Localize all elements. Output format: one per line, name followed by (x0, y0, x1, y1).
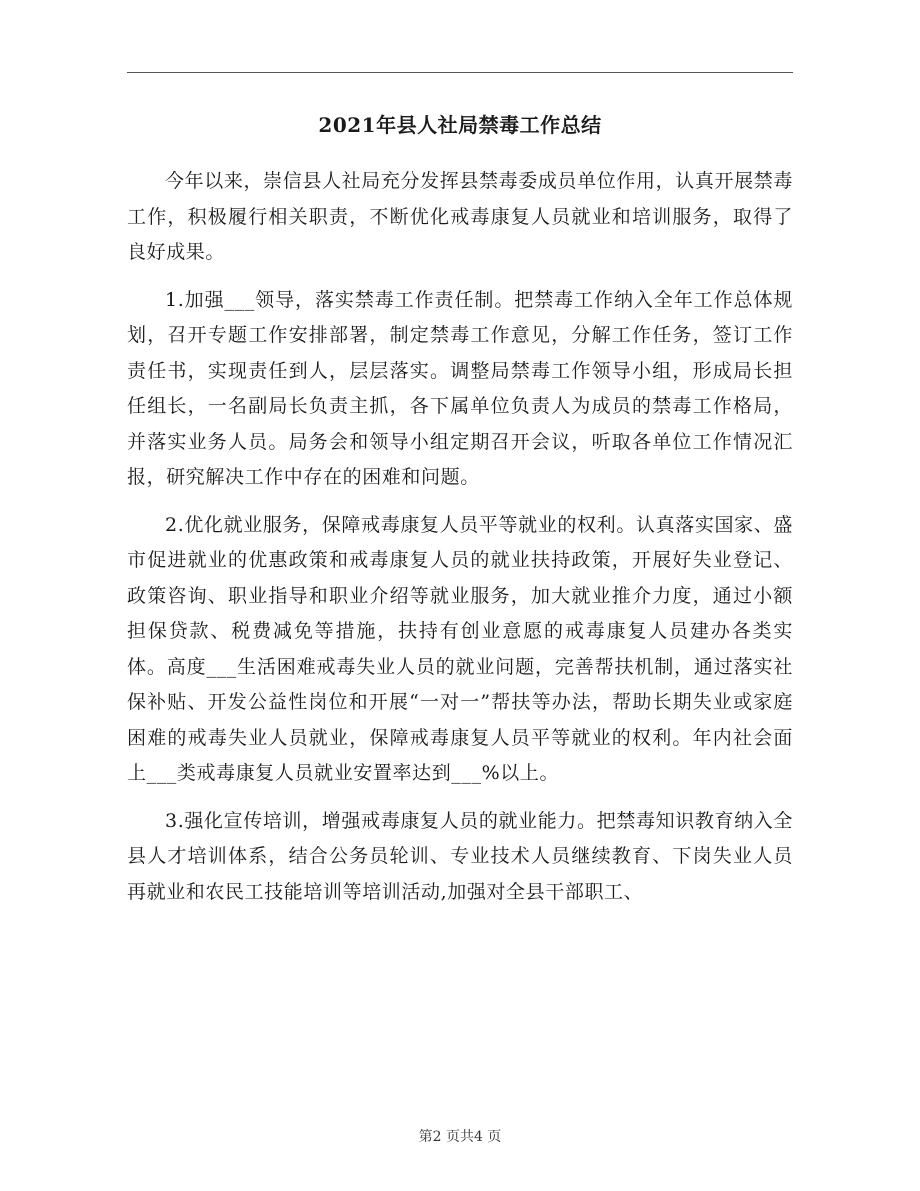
paragraph-section-1: 1.加强___领导，落实禁毒工作责任制。把禁毒工作纳入全年工作总体规划，召开专题工作安排部署，制定禁毒工作意见，分解工作任务，签订工作责任书，实现责任到人，层层落实。调整局禁毒工作领导小组，形成局长担任组长，一名副局长负责主抓，各下属单位负责人为成员的禁毒工作格局，并落实业务人员。局务会和领导小组定期召开会议，听取各单位工作情况汇报，研究解决工作中存在的困难和问题。 (127, 288, 793, 488)
page-number: 第2 页共4 页 (418, 1129, 502, 1145)
header-rule (127, 72, 793, 73)
paragraph-intro: 今年以来，崇信县人社局充分发挥县禁毒委成员单位作用，认真开展禁毒工作，积极履行相关职责，不断优化戒毒康复人员就业和培训服务，取得了良好成果。 (127, 170, 793, 263)
document-body (127, 164, 793, 922)
paragraph-section-3: 3.强化宣传培训，增强戒毒康复人员的就业能力。把禁毒知识教育纳入全县人才培训体系，结合公务员轮训、专业技术人员继续教育、下岗失业人员再就业和农民工技能培训等培训活动,加强对全县干部职工、 (127, 809, 793, 903)
document-title: 2021年县人社局禁毒工作总结 (318, 113, 602, 137)
paragraph-section-2: 2.优化就业服务，保障戒毒康复人员平等就业的权利。认真落实国家、盛市促进就业的优惠政策和戒毒康复人员的就业扶持政策，开展好失业登记、政策咨询、职业指导和职业介绍等就业服务，加大就业推介力度，通过小额担保贷款、税费减免等措施，扶持有创业意愿的戒毒康复人员建办各类实体。高度___生活困难戒毒失业人员的就业问题，完善帮扶机制，通过落实社保补贴、开发公益性岗位和开展“一对一”帮扶等办法，帮助长期失业或家庭困难的戒毒失业人员就业，保障戒毒康复人员平等就业的权利。年内社会面上___类戒毒康复人员就业安置率达到___%以上。 (127, 513, 793, 784)
